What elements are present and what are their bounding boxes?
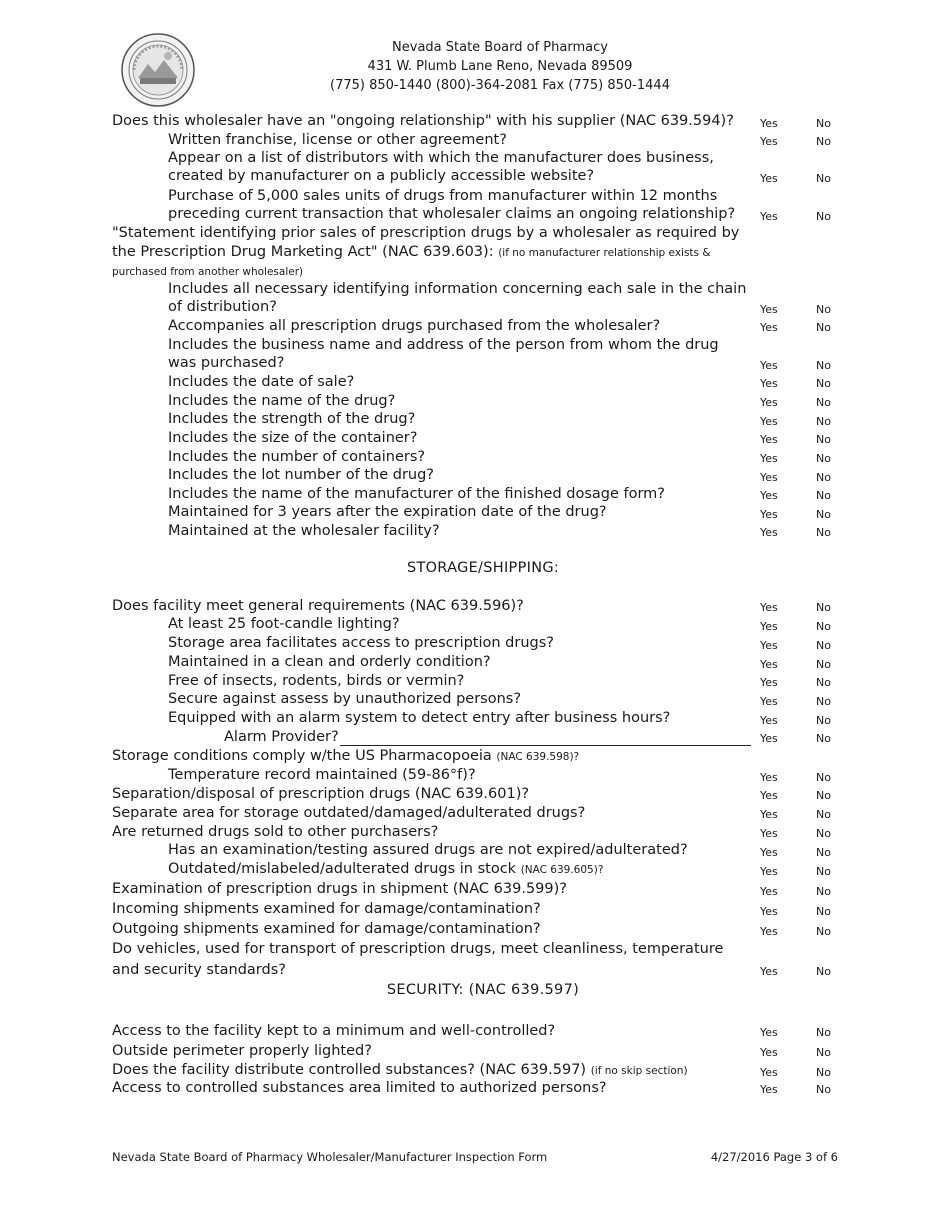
board-phone: (775) 850-1440 (800)-364-2081 Fax (775) 850-1444: [330, 78, 670, 93]
question-lighting: At least 25 foot-candle lighting?: [168, 616, 400, 632]
question-drug-strength: Includes the strength of the drug?: [168, 411, 416, 427]
section-heading-storage-shipping: STORAGE/SHIPPING:: [406, 560, 560, 576]
question-franchise: Written franchise, license or other agreement?: [168, 132, 507, 148]
yes-option-drug-name[interactable]: Yes: [760, 396, 778, 409]
yes-option-alarm-provider[interactable]: Yes: [760, 732, 778, 745]
no-option-lighting[interactable]: No: [816, 620, 831, 633]
question-outdated-in-stock: Outdated/mislabeled/adulterated drugs in stock (NAC 639.605)?: [168, 861, 604, 877]
no-option-franchise[interactable]: No: [816, 135, 831, 148]
no-option-manufacturer-name[interactable]: No: [816, 489, 831, 502]
yes-option-vehicles[interactable]: Yes: [760, 965, 778, 978]
question-business-name-line1: Includes the business name and address of the person from whom the drug: [168, 337, 719, 353]
yes-option-accompanies[interactable]: Yes: [760, 321, 778, 334]
yes-option-maintained-facility[interactable]: Yes: [760, 526, 778, 539]
question-lot-number: Includes the lot number of the drug?: [168, 467, 434, 483]
yes-option-manufacturer-name[interactable]: Yes: [760, 489, 778, 502]
question-container-size: Includes the size of the container?: [168, 430, 418, 446]
question-perimeter-lighting: Outside perimeter properly lighted?: [112, 1043, 372, 1059]
state-seal: [120, 32, 196, 108]
yes-option-identifying-info[interactable]: Yes: [760, 303, 778, 316]
no-option-identifying-info[interactable]: No: [816, 303, 831, 316]
yes-option-distributor-list[interactable]: Yes: [760, 172, 778, 185]
yes-option-perimeter-lighting[interactable]: Yes: [760, 1046, 778, 1059]
yes-option-alarm-system[interactable]: Yes: [760, 714, 778, 727]
question-vehicles-line2: and security standards?: [112, 962, 286, 978]
yes-option-secure-unauthorized[interactable]: Yes: [760, 695, 778, 708]
question-three-years: Maintained for 3 years after the expiration date of the drug?: [168, 504, 607, 520]
statement-note: (if no manufacturer relationship exists &: [498, 247, 711, 259]
no-option-storage-access[interactable]: No: [816, 639, 831, 652]
question-exam-shipment: Examination of prescription drugs in shipment (NAC 639.599)?: [112, 881, 567, 897]
yes-option-controlled-access[interactable]: Yes: [760, 1083, 778, 1096]
yes-option-purchase[interactable]: Yes: [760, 210, 778, 223]
no-option-temperature-record[interactable]: No: [816, 771, 831, 784]
no-option-drug-strength[interactable]: No: [816, 415, 831, 428]
no-option-drug-name[interactable]: No: [816, 396, 831, 409]
question-ongoing-relationship: Does this wholesaler have an "ongoing relationship" with his supplier (NAC 639.594)?: [112, 113, 734, 129]
question-incoming-shipments: Incoming shipments examined for damage/contamination?: [112, 901, 541, 917]
question-purchase-line1: Purchase of 5,000 sales units of drugs from manufacturer within 12 months: [168, 188, 718, 204]
no-option-exam-shipment[interactable]: No: [816, 885, 831, 898]
controlled-note: (if no skip section): [590, 1065, 688, 1077]
question-separate-area: Separate area for storage outdated/damaged/adulterated drugs?: [112, 805, 586, 821]
yes-option-container-size[interactable]: Yes: [760, 433, 778, 446]
question-identifying-info-line1: Includes all necessary identifying information concerning each sale in the chain: [168, 281, 747, 297]
no-option-accompanies[interactable]: No: [816, 321, 831, 334]
no-option-purchase[interactable]: No: [816, 210, 831, 223]
no-option-distributor-list[interactable]: No: [816, 172, 831, 185]
statement-heading-line1: "Statement identifying prior sales of prescription drugs by a wholesaler as required by: [112, 225, 740, 241]
yes-option-three-years[interactable]: Yes: [760, 508, 778, 521]
question-controlled-substances: Does the facility distribute controlled substances? (NAC 639.597) (if no skip section): [112, 1062, 688, 1078]
question-secure-unauthorized: Secure against assess by unauthorized persons?: [168, 691, 522, 707]
yes-option-outgoing-shipments[interactable]: Yes: [760, 925, 778, 938]
yes-option-temperature-record[interactable]: Yes: [760, 771, 778, 784]
footer-form-title: Nevada State Board of Pharmacy Wholesaler/Manufacturer Inspection Form: [112, 1150, 548, 1164]
outdated-note: (NAC 639.605)?: [520, 864, 604, 876]
board-name: Nevada State Board of Pharmacy: [392, 40, 608, 55]
question-container-number: Includes the number of containers?: [168, 449, 426, 465]
question-usp-conditions: Storage conditions comply w/the US Pharmacopoeia (NAC 639.598)?: [112, 748, 580, 764]
no-option-container-size[interactable]: No: [816, 433, 831, 446]
question-clean-condition: Maintained in a clean and orderly condition?: [168, 654, 491, 670]
no-option-separate-area[interactable]: No: [816, 808, 831, 821]
no-option-maintained-facility[interactable]: No: [816, 526, 831, 539]
no-option-separation-disposal[interactable]: No: [816, 789, 831, 802]
no-option-facility-access[interactable]: No: [816, 1026, 831, 1039]
yes-option-date-of-sale[interactable]: Yes: [760, 377, 778, 390]
no-option-outgoing-shipments[interactable]: No: [816, 925, 831, 938]
no-option-incoming-shipments[interactable]: No: [816, 905, 831, 918]
question-manufacturer-name: Includes the name of the manufacturer of the finished dosage form?: [168, 486, 666, 502]
question-accompanies: Accompanies all prescription drugs purchased from the wholesaler?: [168, 318, 661, 334]
yes-option-examination-testing[interactable]: Yes: [760, 846, 778, 859]
no-option-alarm-provider[interactable]: No: [816, 732, 831, 745]
yes-option-drug-strength[interactable]: Yes: [760, 415, 778, 428]
no-option-business-name[interactable]: No: [816, 359, 831, 372]
usp-note: (NAC 639.598)?: [496, 751, 580, 763]
question-date-of-sale: Includes the date of sale?: [168, 374, 355, 390]
question-controlled-access: Access to controlled substances area limited to authorized persons?: [112, 1080, 607, 1096]
no-option-secure-unauthorized[interactable]: No: [816, 695, 831, 708]
question-outgoing-shipments: Outgoing shipments examined for damage/contamination?: [112, 921, 541, 937]
question-facility-access: Access to the facility kept to a minimum and well-controlled?: [112, 1023, 556, 1039]
yes-option-controlled-substances[interactable]: Yes: [760, 1066, 778, 1079]
question-returned-drugs: Are returned drugs sold to other purchasers?: [112, 824, 439, 840]
question-business-name-line2: was purchased?: [168, 355, 285, 371]
section-heading-security: SECURITY: (NAC 639.597): [386, 982, 580, 998]
statement-heading-line3: purchased from another wholesaler): [112, 266, 304, 278]
question-vehicles-line1: Do vehicles, used for transport of prescription drugs, meet cleanliness, temperature: [112, 941, 724, 957]
no-option-controlled-access[interactable]: No: [816, 1083, 831, 1096]
yes-option-lighting[interactable]: Yes: [760, 620, 778, 633]
yes-option-separate-area[interactable]: Yes: [760, 808, 778, 821]
yes-option-free-of-insects[interactable]: Yes: [760, 676, 778, 689]
footer-page-info: 4/27/2016 Page 3 of 6: [710, 1150, 838, 1164]
question-drug-name: Includes the name of the drug?: [168, 393, 396, 409]
yes-option-clean-condition[interactable]: Yes: [760, 658, 778, 671]
question-identifying-info-line2: of distribution?: [168, 299, 277, 315]
no-option-outdated-in-stock[interactable]: No: [816, 865, 831, 878]
no-option-lot-number[interactable]: No: [816, 471, 831, 484]
no-option-controlled-substances[interactable]: No: [816, 1066, 831, 1079]
yes-option-container-number[interactable]: Yes: [760, 452, 778, 465]
no-option-alarm-system[interactable]: No: [816, 714, 831, 727]
question-alarm-provider: Alarm Provider?: [224, 729, 339, 745]
yes-option-exam-shipment[interactable]: Yes: [760, 885, 778, 898]
alarm-provider-input-line[interactable]: [340, 745, 751, 746]
yes-option-incoming-shipments[interactable]: Yes: [760, 905, 778, 918]
no-option-examination-testing[interactable]: No: [816, 846, 831, 859]
yes-option-separation-disposal[interactable]: Yes: [760, 789, 778, 802]
no-option-free-of-insects[interactable]: No: [816, 676, 831, 689]
question-distributor-list-line2: created by manufacturer on a publicly accessible website?: [168, 168, 595, 184]
question-separation-disposal: Separation/disposal of prescription drugs (NAC 639.601)?: [112, 786, 530, 802]
question-distributor-list-line1: Appear on a list of distributors with which the manufacturer does business,: [168, 150, 714, 166]
yes-option-facility-access[interactable]: Yes: [760, 1026, 778, 1039]
no-option-ongoing[interactable]: No: [816, 117, 831, 130]
no-option-container-number[interactable]: No: [816, 452, 831, 465]
question-examination-testing: Has an examination/testing assured drugs are not expired/adulterated?: [168, 842, 688, 858]
yes-option-business-name[interactable]: Yes: [760, 359, 778, 372]
yes-option-storage-access[interactable]: Yes: [760, 639, 778, 652]
question-storage-access: Storage area facilitates access to prescription drugs?: [168, 635, 554, 651]
yes-option-general-requirements[interactable]: Yes: [760, 601, 778, 614]
no-option-perimeter-lighting[interactable]: No: [816, 1046, 831, 1059]
yes-option-ongoing[interactable]: Yes: [760, 117, 778, 130]
statement-heading-line2: the Prescription Drug Marketing Act" (NAC 639.603): (if no manufacturer relationship exists &: [112, 244, 711, 260]
question-temperature-record: Temperature record maintained (59-86°f)?: [168, 767, 476, 783]
board-address: 431 W. Plumb Lane Reno, Nevada 89509: [367, 59, 633, 74]
question-purchase-line2: preceding current transaction that wholesaler claims an ongoing relationship?: [168, 206, 736, 222]
question-maintained-facility: Maintained at the wholesaler facility?: [168, 523, 440, 539]
yes-option-outdated-in-stock[interactable]: Yes: [760, 865, 778, 878]
no-option-general-requirements[interactable]: No: [816, 601, 831, 614]
question-alarm-system: Equipped with an alarm system to detect entry after business hours?: [168, 710, 671, 726]
no-option-vehicles[interactable]: No: [816, 965, 831, 978]
yes-option-lot-number[interactable]: Yes: [760, 471, 778, 484]
no-option-clean-condition[interactable]: No: [816, 658, 831, 671]
yes-option-returned-drugs[interactable]: Yes: [760, 827, 778, 840]
no-option-date-of-sale[interactable]: No: [816, 377, 831, 390]
yes-option-franchise[interactable]: Yes: [760, 135, 778, 148]
question-general-requirements: Does facility meet general requirements (NAC 639.596)?: [112, 598, 524, 614]
question-free-of-insects: Free of insects, rodents, birds or vermin?: [168, 673, 465, 689]
no-option-three-years[interactable]: No: [816, 508, 831, 521]
no-option-returned-drugs[interactable]: No: [816, 827, 831, 840]
